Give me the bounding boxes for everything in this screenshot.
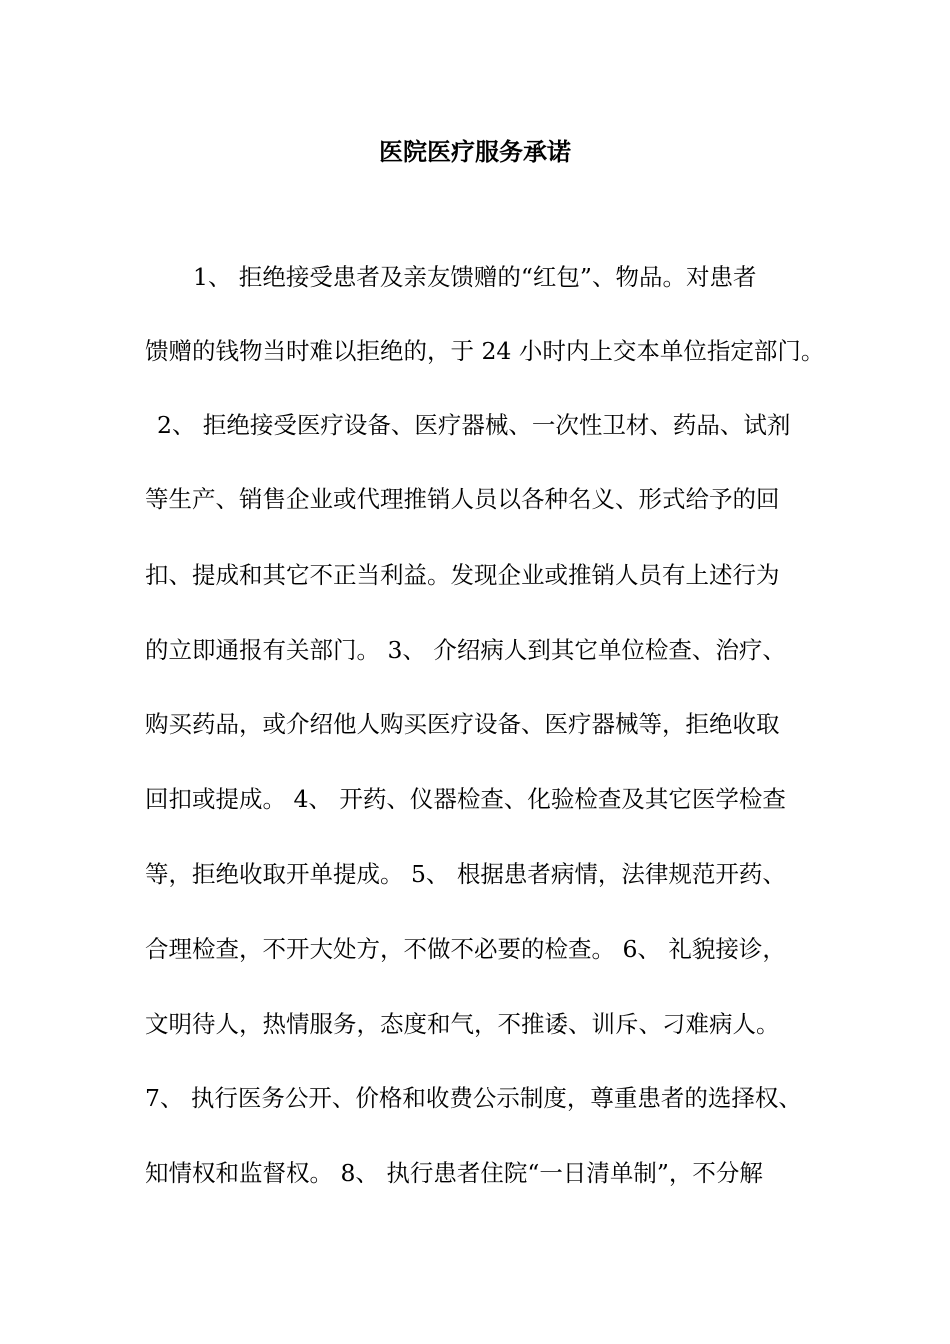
paragraph-line-6: 的立即通报有关部门。 3、 介绍病人到其它单位检查、治疗、: [145, 636, 786, 664]
paragraph-line-2: 馈赠的钱物当时难以拒绝的，于 24 小时内上交本单位指定部门。: [145, 337, 825, 365]
paragraph-line-12: 7、 执行医务公开、价格和收费公示制度，尊重患者的选择权、: [145, 1084, 802, 1112]
paragraph-line-9: 等，拒绝收取开单提成。 5、 根据患者病情，法律规范开药、: [145, 860, 786, 888]
paragraph-line-3: 2、 拒绝接受医疗设备、医疗器械、一次性卫材、药品、试剂: [157, 411, 791, 439]
paragraph-line-10: 合理检查，不开大处方，不做不必要的检查。 6、 礼貌接诊，: [145, 935, 786, 963]
paragraph-line-5: 扣、提成和其它不正当利益。发现企业或推销人员有上述行为: [145, 561, 780, 589]
paragraph-line-1: 1、 拒绝接受患者及亲友馈赠的“红包”、物品。对患者: [193, 263, 757, 291]
paragraph-line-7: 购买药品，或介绍他人购买医疗设备、医疗器械等，拒绝收取: [145, 710, 780, 738]
paragraph-line-8: 回扣或提成。 4、 开药、仪器检查、化验检查及其它医学检查: [145, 785, 786, 813]
paragraph-line-13: 知情权和监督权。 8、 执行患者住院“一日清单制”，不分解: [145, 1159, 763, 1187]
page-title: 医院医疗服务承诺: [379, 137, 571, 166]
paragraph-line-11: 文明待人，热情服务，态度和气，不推诿、训斥、刁难病人。: [145, 1010, 780, 1038]
paragraph-line-4: 等生产、销售企业或代理推销人员以各种名义、形式给予的回: [145, 485, 780, 513]
